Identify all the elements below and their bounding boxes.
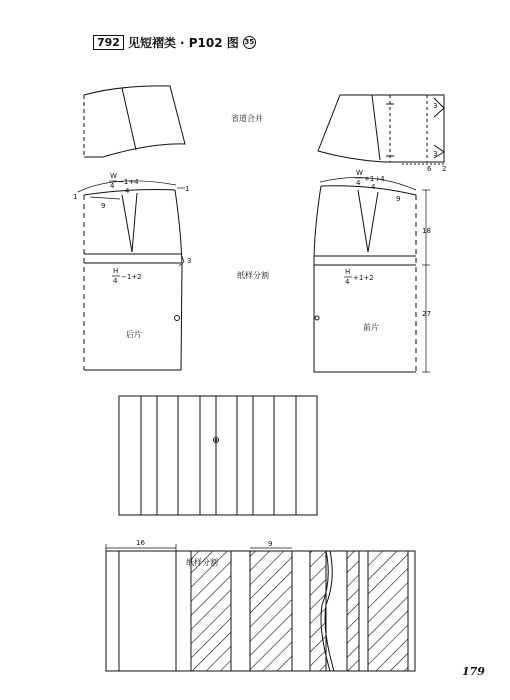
page-number: 179 [462,665,485,678]
front-lower-length: 27 [422,310,431,318]
front-waist-denominator: 4 [356,179,361,187]
front-hip-numerator: H [345,268,351,276]
back-waist-denominator: 4 [110,182,115,190]
front-yoke-merged [318,95,444,164]
back-hip-rest: −1+2 [121,273,142,281]
figure-number: 792 [93,35,124,50]
back-yoke-merged [84,86,185,157]
back-dart-width: 9 [101,202,106,210]
panel-width-label: 16 [136,539,145,547]
front-hip-denominator: 4 [345,278,350,286]
pattern-split-label-2: 纸样分割 [186,558,218,567]
merge-notch-bottom: 3 [433,150,438,158]
pleat-layout [119,396,317,515]
pleat-width-label: 9 [268,540,273,548]
pleat-spread [106,544,415,671]
front-waist-numerator: W [356,169,363,177]
merge-dim-6: 6 [427,165,432,173]
back-waist-rest: −1+4 [118,178,139,186]
front-dart-width: 9 [396,195,401,203]
front-hip-rest: +1+2 [353,274,374,282]
dart-merge-label: 省道合并 [231,114,263,123]
figure-title-page: · P102 图 [179,35,239,50]
front-upper-length: 18 [422,227,431,235]
front-dart-offset: 4 [371,183,376,191]
back-right-dim: 1 [185,185,190,193]
figure-title-prefix: 见短褶类 [127,35,176,50]
back-left-dim: 1 [73,193,78,201]
back-waist-numerator: W [110,172,117,180]
back-hip-denominator: 4 [113,277,118,285]
back-dart-offset: 4 [125,187,130,195]
circled-reference: 35 [243,36,256,49]
back-side-dim: 3 [187,257,192,265]
merge-dim-2: 2 [442,165,447,173]
merge-notch-top: 3 [433,102,438,110]
back-hip-numerator: H [113,267,119,275]
back-piece-label: 后片 [126,330,142,339]
front-piece-label: 前片 [363,323,379,332]
pattern-split-label-1: 纸样分割 [237,271,269,280]
front-waist-rest: +1+4 [364,175,385,183]
